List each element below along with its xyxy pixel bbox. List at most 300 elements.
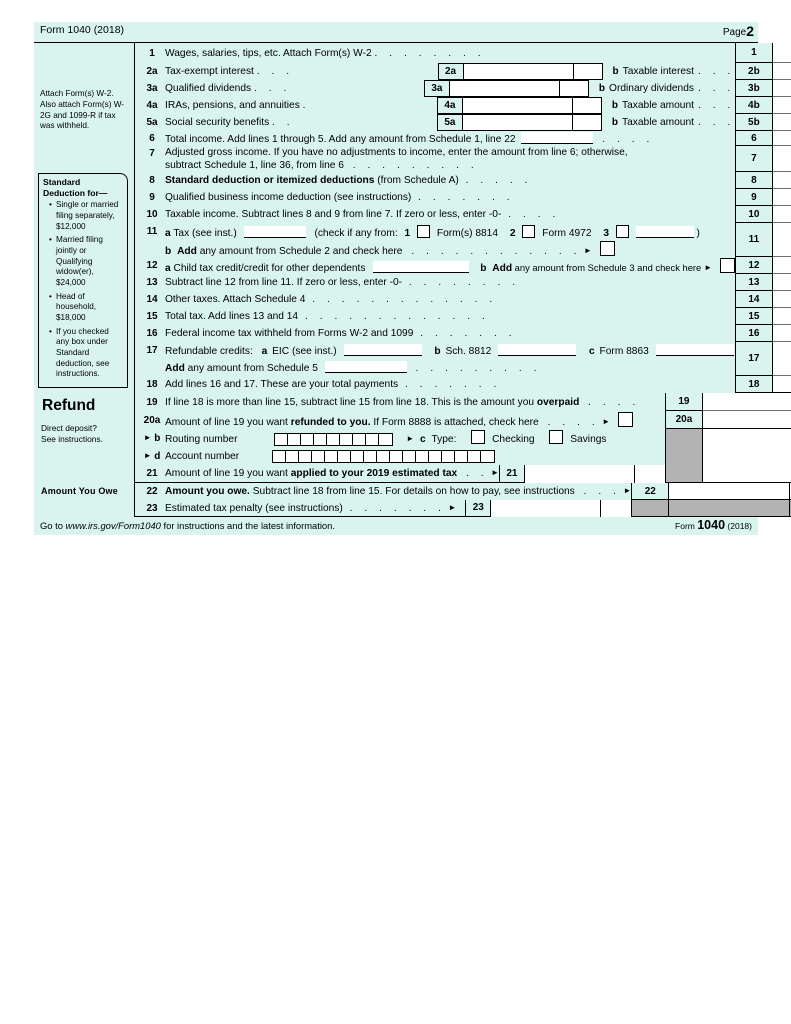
line-row-20b [135,429,665,447]
leader-dots: . . . . . . . . [408,277,520,288]
form-body [34,43,758,393]
footer-form-year: (2018) [727,521,752,531]
line-label: Wages, salaries, tips, etc. Attach Form(s) W-2 [165,47,372,59]
leader-dots: . . . . . . . . . [352,159,479,171]
arrow-right-icon: ► [583,245,592,255]
line-text [165,450,665,463]
line-number: 5a [146,117,158,128]
leader-dots: . [302,100,311,111]
savings-label: Savings [570,434,607,446]
amount-field-21[interactable] [525,465,635,483]
sub-box-label-4a: 4a [437,97,462,114]
line-label-part1: Adjusted gross income. If you have no adjustments to income, enter the amount from line 6; otherwise, [165,147,628,158]
right-line-number: 22 [632,483,668,500]
account-number-input[interactable] [272,450,495,463]
line-label-bold: overpaid [536,396,580,408]
account-number-label: Account number [165,450,240,462]
sub-label-b: b [612,66,619,77]
leader-dots: . . . . . . . [418,192,515,203]
line-row-20d [135,447,665,465]
form-8814-checkbox[interactable] [417,225,430,238]
refund-heading: Refund [42,397,96,414]
right-line-number: 13 [736,274,772,291]
line-number: 21 [146,468,158,479]
cents-field-5a[interactable] [572,114,602,131]
line-label: Estimated tax penalty (see instructions) [165,502,343,514]
leader-dots: . . . . . . . . . . . . . [312,294,497,305]
routing-number-input[interactable] [274,433,393,446]
sub-label-b: b [611,117,619,128]
leader-dots: . . . . [602,134,654,145]
amount-field[interactable] [773,206,791,223]
line-number: 9 [149,192,155,203]
standard-deduction-box [38,173,128,388]
sub-box-label-5a: 5a [437,114,462,131]
amount-field[interactable] [773,63,791,80]
eic-field[interactable] [344,344,422,356]
line-row-2a [135,63,735,80]
arrow-right-icon: ► [143,432,152,442]
arrow-right-icon: ► [704,262,713,272]
line-text [165,147,735,172]
irs-url[interactable]: www.irs.gov/Form1040 [65,520,161,531]
amount-owe-label-column [34,483,135,517]
line-number: 6 [149,133,155,144]
option-2-number: 2 [509,227,516,239]
sub-label-b: b [165,245,172,257]
leader-dots: . . . [256,66,294,77]
standard-deduction-title-1: Standard [43,177,81,187]
sub-label-d: d [154,450,161,462]
leader-dots: . . . . [588,396,640,408]
line-row-22 [135,483,631,500]
line-number: 20a [143,414,161,426]
line-number: 11 [146,226,158,237]
line-label: (from Schedule A) [374,175,459,186]
line-label-b: Ordinary dividends [609,83,694,94]
amount-field-4a[interactable] [462,97,572,114]
line-label: Total tax. Add lines 13 and 14 [165,311,299,322]
line-row-17 [135,342,735,359]
line6-inline-field[interactable] [521,132,593,144]
close-paren: ) [696,227,700,239]
line-number: 4a [146,100,158,111]
amount-field[interactable] [773,146,791,172]
sub-box-label-2a: 2a [438,63,463,80]
line-label-bold: Add [177,245,197,257]
option-3-number: 3 [603,227,609,239]
line-row-14 [135,291,735,308]
refund-right-number-column [665,393,703,483]
leader-dots: . . . [253,83,291,94]
gray-block-owe [632,500,668,517]
goto-suffix: for instructions and the latest information. [160,520,335,531]
line-number [139,451,165,462]
line-number [139,433,165,444]
amount-field[interactable] [773,114,791,131]
line-row-10 [135,206,735,223]
arrow-right-icon: ► [623,486,632,495]
routing-number-label: Routing number [165,434,238,446]
sub-label-a: a [165,262,171,274]
line-text [165,397,665,408]
line-row-8 [135,172,735,189]
line-label: Tax (see inst.) [173,227,237,239]
line-text [165,48,735,59]
line-number: 17 [146,345,158,356]
right-line-number: 19 [666,393,702,411]
leader-dots: . . . . . [465,175,533,186]
refund-lines-column [135,393,665,483]
amount-field[interactable] [773,97,791,114]
line-text [165,100,437,111]
right-line-number-column [735,43,773,393]
line-label: Amount of line 19 you want [165,417,291,428]
form-4972-checkbox[interactable] [522,225,535,238]
line-number: 2a [146,66,158,77]
arrow-right-icon: ► [491,468,499,477]
line-label: Refundable credits: [165,346,253,357]
cents-field-2a[interactable] [573,63,603,80]
line-label: Amount of line 19 you want [165,468,291,479]
arrow-right-icon: ► [406,434,415,444]
line-row-6 [135,131,735,146]
line-text [165,311,735,322]
sub-label-b: b [598,83,606,94]
amount-column [773,43,791,393]
line-label: Qualified dividends [165,83,252,94]
option-3-field[interactable] [636,226,694,238]
sch-8812-field[interactable] [498,344,576,356]
amount-field[interactable] [773,189,791,206]
line-row-5a [135,114,735,131]
list-item: • If you checked any box under Standard deduction, see instructions. [51,327,123,380]
line-label: Total income. Add lines 1 through 5. Add any amount from Schedule 1, line 22 [165,134,516,145]
line-text [165,412,665,428]
amount-field[interactable] [669,483,789,500]
amount-field-23[interactable] [491,500,601,517]
footer-form-prefix: Form [675,521,698,531]
amount-field[interactable] [773,80,791,97]
line-row-4a [135,97,735,114]
leader-dots: . . . [697,100,735,111]
line-text [165,277,735,288]
amount-field[interactable] [773,291,791,308]
line-row-7 [135,146,735,172]
amount-field[interactable] [703,411,791,429]
option-1-label: Form(s) 8814 [436,227,499,239]
right-line-number: 10 [736,206,772,223]
page-indicator [723,23,754,39]
footer-form-id [675,518,752,532]
amount-you-owe-section [34,483,758,517]
amount-field-2a[interactable] [463,63,573,80]
amount-field[interactable] [773,43,791,63]
line-row-16 [135,325,735,342]
line-label-b: Taxable interest [622,66,694,77]
refund-section [34,393,758,483]
amount-owe-lines-column [135,483,631,517]
direct-deposit-line2: See instructions. [41,434,103,445]
leader-dots: . . . [583,486,621,497]
leader-dots: . . . [697,117,735,128]
check-prefix-label: (check if any from: [314,227,398,239]
line-row-18 [135,376,735,393]
line-label: Subtract line 18 from line 15. For details on how to pay, see instructions [249,486,575,497]
right-line-number: 2b [736,63,772,80]
line-label-bold: Add [492,262,513,274]
line-number: 18 [146,379,158,390]
line-label: Qualified business income deduction (see instructions) [165,192,412,203]
amount-field[interactable] [773,257,791,274]
right-line-number: 1 [736,43,772,63]
right-line-number: 5b [736,114,772,131]
owe-amount-column [669,483,789,517]
list-item: • Married filing jointly or Qualifying widow(er), $24,000 [51,235,123,288]
refund-amount-column [703,393,791,483]
line-row-3a [135,80,735,97]
line-label: Tax-exempt interest [165,66,254,77]
leader-dots: . . . [697,83,735,94]
line-number: 16 [146,328,158,339]
leader-dots: . . . . . . . . . . . . [411,245,582,257]
right-line-number: 14 [736,291,772,308]
line-row-11b [135,240,735,257]
line-text [165,117,437,128]
line-number: 3a [146,83,158,94]
right-line-number: 16 [736,325,772,342]
form-header [34,22,758,42]
sub-box-label-3a: 3a [424,80,449,97]
leader-dots: . . . . [547,417,600,428]
standard-deduction-list [43,200,123,380]
sub-label-b: b [480,262,487,274]
line-text [165,294,735,305]
attach-forms-note: Attach Form(s) W-2. Also attach Form(s) W-2G and 1099-R if tax was withheld. [40,89,125,131]
amount-field[interactable] [703,429,791,483]
inline-line-number-21: 21 [499,465,525,483]
arrow-right-icon: ► [448,502,457,512]
form-1040-page2 [34,22,758,535]
arrow-right-icon: ► [143,450,152,460]
right-line-number: 11 [736,223,772,257]
line-label-bold: refunded to you. [290,417,371,428]
schedule-3-checkbox[interactable] [720,258,735,273]
line-row-13 [135,274,735,291]
form-footer [34,517,758,535]
right-line-number: 12 [736,257,772,274]
line-text [165,192,735,203]
form-8863-field[interactable] [656,344,734,356]
line-text [165,209,735,220]
sub-label-b: b [434,346,441,357]
line-row-12 [135,257,735,274]
sub-label-c: c [419,434,426,446]
option-1-number: 1 [404,227,411,239]
line-label-bold: Standard deduction or itemized deductions [165,175,375,186]
leader-dots: . . . . [508,209,560,220]
line-text [165,430,665,446]
sub-label-a: a [165,227,171,239]
line-text [165,468,499,479]
line-number: 13 [146,277,158,288]
amount-field-5a[interactable] [462,114,572,131]
refund-label-column [34,393,135,483]
line-number: 19 [146,396,158,408]
right-line-number: 9 [736,189,772,206]
amount-field[interactable] [773,342,791,376]
line-number: 12 [146,260,158,271]
line-text [165,503,465,514]
amount-field-3a[interactable] [449,80,559,97]
page-number: 2 [746,23,754,39]
line-label-part2: subtract Schedule 1, line 36, from line 6 [165,159,344,171]
line-row-1 [135,43,735,63]
line-label-b: Taxable amount [622,100,694,111]
line-text [165,66,438,77]
amount-field[interactable] [773,223,791,257]
line-label: Social security benefits [165,117,270,128]
line-row-9 [135,189,735,206]
line-items-column [135,43,735,393]
leader-dots: . . . . . . . . . [415,363,542,374]
line-number: 8 [149,175,155,186]
line-label: If line 18 is more than line 15, subtract line 15 from line 18. This is the amount you [165,396,537,408]
schedule-5-field[interactable] [325,361,407,373]
standard-deduction-title-2: Deduction for— [43,187,108,198]
line-number: 7 [149,148,155,159]
option-3-checkbox[interactable] [616,225,629,238]
sub-label-b: b [611,100,619,111]
leader-dots: . . [466,468,489,479]
amount-you-owe-heading: Amount You Owe [41,486,118,496]
line-text [165,225,735,239]
line-text [165,132,735,145]
line-row-15 [135,308,735,325]
gray-block-amount [669,500,789,517]
schedule-2-checkbox[interactable] [600,241,615,256]
leader-dots: . . . . . . . [349,502,446,514]
line-text [165,258,735,274]
checking-label: Checking [492,434,535,446]
leader-dots: . . . . . . . [420,328,517,339]
cents-field-4a[interactable] [572,97,602,114]
right-line-number: 17 [736,342,772,376]
right-line-number: 4b [736,97,772,114]
line-label-post: If Form 8888 is attached, check here [370,417,539,428]
line-text [165,328,735,339]
amount-field[interactable] [773,325,791,342]
list-item: • Single or married filing separately, $12,000 [51,200,123,232]
line-label-bold: Add [165,363,185,374]
line-row-21 [135,465,665,483]
cents-field-21[interactable] [635,465,665,483]
line-label: Other taxes. Attach Schedule 4 [165,294,306,305]
footer-form-number: 1040 [697,518,726,532]
line-label: Taxable income. Subtract lines 8 and 9 from line 7. If zero or less, enter -0- [165,209,502,220]
leader-dots: . . . . . . . . . . . . . [304,311,490,322]
leader-dots: . . [272,117,295,128]
line-label: any amount from Schedule 5 [184,363,318,374]
direct-deposit-line1: Direct deposit? [41,423,97,433]
line-row-17-add [135,359,735,376]
line-number: 14 [146,294,158,305]
tax-amount-field[interactable] [244,226,306,238]
savings-checkbox[interactable] [549,430,563,444]
line-label-b: Taxable amount [622,117,694,128]
line-label: Add lines 16 and 17. These are your total payments [165,379,399,390]
sub-label-a: a [261,346,268,357]
arrow-right-icon: ► [602,417,610,426]
sch-8812-label: Sch. 8812 [445,346,492,357]
sub-label-b: b [154,432,161,444]
line-row-19 [135,393,665,411]
line-number: 22 [146,486,158,497]
gray-block-refund [666,429,702,483]
right-line-number: 18 [736,376,772,393]
right-line-number: 3b [736,80,772,97]
amount-field[interactable] [773,376,791,393]
line-label: IRAs, pensions, and annuities [165,100,300,111]
page-label: Page [722,27,747,38]
right-line-number: 6 [736,131,772,146]
amount-field[interactable] [773,308,791,325]
line-number: 15 [146,311,158,322]
goto-prefix: Go to [40,520,66,531]
line-text [165,83,424,94]
leader-dots: . . . [697,66,735,77]
right-line-number: 7 [736,146,772,172]
line-number: 1 [149,47,155,59]
amount-field[interactable] [773,172,791,189]
leader-dots: . . . . . . . [404,379,501,390]
owe-right-number-column [631,483,669,517]
line-row-20a [135,411,665,429]
child-tax-credit-field[interactable] [373,261,469,273]
eic-label: EIC (see inst.) [272,346,337,357]
amount-field[interactable] [773,274,791,291]
form-8863-label: Form 8863 [599,346,649,357]
line-text [165,241,735,257]
leader-dots: . . . . . . . . [374,47,486,59]
cents-field-23[interactable] [601,500,631,517]
amount-field[interactable] [773,131,791,146]
line-row-11a [135,223,735,240]
cents-field-3a[interactable] [559,80,589,97]
line-number: 23 [146,502,158,514]
line-label: Federal income tax withheld from Forms W-2 and 1099 [165,328,414,339]
line-text [165,379,735,390]
line-text [165,344,735,357]
line-row-23 [135,500,631,517]
direct-deposit-note [41,423,103,446]
line-text [165,175,735,186]
line-label-bold: Amount you owe. [165,486,250,497]
form-8888-checkbox[interactable] [618,412,633,427]
checking-checkbox[interactable] [471,430,485,444]
account-type-label: Type: [431,434,457,446]
line-text [165,361,735,374]
amount-field[interactable] [703,393,791,411]
list-item: • Head of household, $18,000 [51,292,123,324]
left-instruction-column [34,43,135,393]
line-number: 10 [146,209,158,220]
sub-label-c: c [589,346,595,357]
line-label: any amount from Schedule 2 and check here [196,245,403,257]
inline-line-number-23: 23 [465,500,491,517]
right-line-number: 15 [736,308,772,325]
line-label: any amount from Schedule 3 and check here [512,261,702,273]
